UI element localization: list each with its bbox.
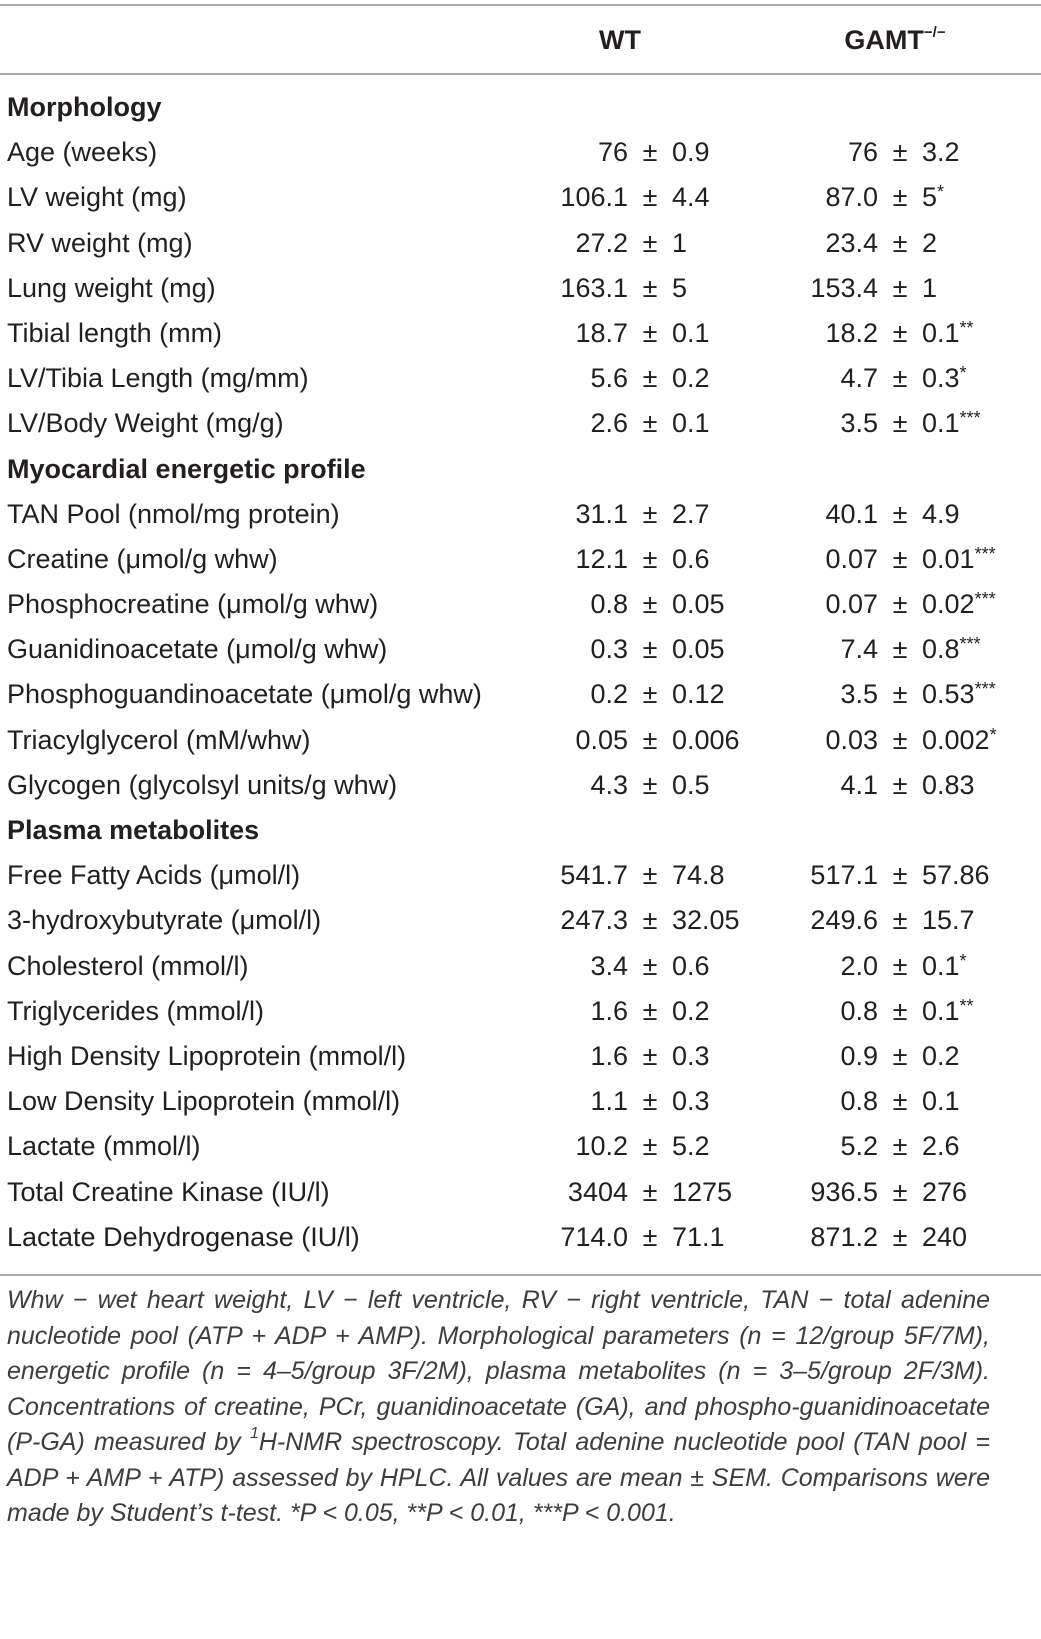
significance-stars: ** — [959, 317, 974, 338]
sem-value: 0.1 — [922, 950, 960, 981]
sem-value: 1 — [922, 272, 938, 303]
plus-minus-symbol: ± — [892, 1131, 908, 1162]
sem-value: 0.002 — [922, 724, 990, 755]
sem-value: 0.9 — [672, 137, 710, 168]
mean-value: 0.9 — [840, 1040, 878, 1071]
wt-value-cell — [540, 1079, 730, 1124]
sem-value: 0.6 — [672, 950, 710, 981]
row-label: Phosphocreatine (μmol/g whw) — [7, 589, 379, 620]
mean-value: 0.05 — [575, 724, 628, 755]
plus-minus-symbol: ± — [892, 543, 908, 574]
mean-value: 40.1 — [825, 498, 878, 529]
mean-value: 0.03 — [825, 724, 878, 755]
mean-value: 3.4 — [590, 950, 628, 981]
table-row — [0, 1170, 1041, 1215]
row-label: Free Fatty Acids (μmol/l) — [7, 860, 301, 891]
table-row — [0, 1079, 1041, 1124]
gamt-value-cell — [790, 492, 1010, 537]
table-footnote — [7, 1283, 990, 1532]
mean-value: 7.4 — [840, 634, 878, 665]
significance-stars: *** — [974, 679, 996, 700]
gamt-value-cell — [790, 175, 1010, 220]
mean-value: 541.7 — [560, 860, 628, 891]
gamt-value-cell — [790, 1079, 1010, 1124]
row-label: Triglycerides (mmol/l) — [7, 995, 265, 1026]
sem-value: 0.12 — [672, 679, 725, 710]
table-row — [0, 672, 1041, 717]
significance-stars: * — [959, 950, 967, 971]
plus-minus-symbol: ± — [892, 995, 908, 1026]
table-row — [0, 492, 1041, 537]
column-header-gamt — [820, 18, 970, 62]
mean-value: 18.2 — [825, 317, 878, 348]
sem-value: 240 — [922, 1221, 968, 1252]
sem-value: 0.2 — [672, 363, 710, 394]
sem-value: 2 — [922, 227, 938, 258]
plus-minus-symbol: ± — [642, 1086, 658, 1117]
footnote-superscript: 1 — [249, 1425, 259, 1442]
section-header-row — [0, 808, 1041, 853]
wt-value-cell — [540, 853, 730, 898]
sem-value: 0.02 — [922, 589, 975, 620]
mean-value: 23.4 — [825, 227, 878, 258]
gamt-value-cell — [790, 853, 1010, 898]
sem-value: 5 — [922, 182, 938, 213]
wt-value-cell — [540, 221, 730, 266]
mean-value: 2.0 — [840, 950, 878, 981]
mean-value: 3.5 — [840, 408, 878, 439]
mean-value: 871.2 — [810, 1221, 878, 1252]
row-label: TAN Pool (nmol/mg protein) — [7, 498, 340, 529]
sem-value: 0.83 — [922, 769, 975, 800]
wt-value-cell — [540, 130, 730, 175]
wt-value-cell — [540, 492, 730, 537]
table-row — [0, 898, 1041, 943]
sem-value: 0.05 — [672, 589, 725, 620]
gamt-value-cell — [790, 989, 1010, 1034]
sem-value: 0.53 — [922, 679, 975, 710]
table-row — [0, 1124, 1041, 1169]
plus-minus-symbol: ± — [892, 408, 908, 439]
mean-value: 76 — [597, 137, 628, 168]
sem-value: 0.3 — [672, 1086, 710, 1117]
plus-minus-symbol: ± — [892, 905, 908, 936]
row-label: Phosphoguandinoacetate (μmol/g whw) — [7, 679, 482, 710]
gamt-value-cell — [790, 582, 1010, 627]
mean-value: 153.4 — [810, 272, 878, 303]
mean-value: 18.7 — [575, 317, 628, 348]
gamt-value-cell — [790, 944, 1010, 989]
mean-value: 517.1 — [810, 860, 878, 891]
mean-value: 31.1 — [575, 498, 628, 529]
sem-value: 0.2 — [672, 995, 710, 1026]
plus-minus-symbol: ± — [642, 950, 658, 981]
sem-value: 0.1 — [922, 317, 960, 348]
plus-minus-symbol: ± — [892, 182, 908, 213]
mean-value: 3.5 — [840, 679, 878, 710]
mean-value: 106.1 — [560, 182, 628, 213]
column-header-wt: WT — [599, 25, 641, 55]
sem-value: 5 — [672, 272, 688, 303]
wt-value-cell — [540, 1170, 733, 1215]
mean-value: 10.2 — [575, 1131, 628, 1162]
sem-value: 0.1 — [922, 995, 960, 1026]
mean-value: 714.0 — [560, 1221, 628, 1252]
table-body — [0, 85, 1041, 1260]
wt-value-cell — [540, 266, 730, 311]
mean-value: 0.07 — [825, 543, 878, 574]
wt-value-cell — [540, 718, 740, 763]
significance-stars: *** — [959, 408, 981, 429]
sem-value: 15.7 — [922, 905, 975, 936]
row-label: Creatine (μmol/g whw) — [7, 543, 278, 574]
plus-minus-symbol: ± — [892, 272, 908, 303]
table-row — [0, 718, 1041, 763]
table-row — [0, 853, 1041, 898]
row-label: Cholesterol (mmol/l) — [7, 950, 249, 981]
gamt-value-cell — [790, 311, 1010, 356]
gamt-value-cell — [790, 718, 1010, 763]
sem-value: 276 — [922, 1176, 968, 1207]
plus-minus-symbol: ± — [892, 860, 908, 891]
wt-value-cell — [540, 672, 730, 717]
mean-value: 0.3 — [590, 634, 628, 665]
mean-value: 1.1 — [590, 1086, 628, 1117]
plus-minus-symbol: ± — [642, 860, 658, 891]
gamt-value-cell — [790, 672, 1010, 717]
plus-minus-symbol: ± — [642, 272, 658, 303]
significance-stars: * — [959, 363, 967, 384]
row-label: RV weight (mg) — [7, 227, 193, 258]
plus-minus-symbol: ± — [642, 679, 658, 710]
plus-minus-symbol: ± — [642, 543, 658, 574]
row-label: LV weight (mg) — [7, 182, 187, 213]
table-row — [0, 989, 1041, 1034]
mean-value: 4.7 — [840, 363, 878, 394]
mean-value: 249.6 — [810, 905, 878, 936]
plus-minus-symbol: ± — [642, 1176, 658, 1207]
plus-minus-symbol: ± — [892, 1176, 908, 1207]
sem-value: 0.3 — [672, 1040, 710, 1071]
significance-stars: *** — [959, 634, 981, 655]
table-top-rule — [0, 4, 1041, 6]
mean-value: 76 — [847, 137, 878, 168]
sem-value: 0.1 — [922, 1086, 960, 1117]
plus-minus-symbol: ± — [892, 1086, 908, 1117]
plus-minus-symbol: ± — [642, 905, 658, 936]
sem-value: 3.2 — [922, 137, 960, 168]
significance-stars: ** — [959, 995, 974, 1016]
mean-value: 27.2 — [575, 227, 628, 258]
mean-value: 0.2 — [590, 679, 628, 710]
plus-minus-symbol: ± — [892, 634, 908, 665]
sem-value: 0.006 — [672, 724, 740, 755]
row-label: Lung weight (mg) — [7, 272, 216, 303]
sem-value: 74.8 — [672, 860, 725, 891]
plus-minus-symbol: ± — [642, 363, 658, 394]
mean-value: 163.1 — [560, 272, 628, 303]
section-header-row — [0, 85, 1041, 130]
plus-minus-symbol: ± — [642, 1221, 658, 1252]
row-label: Lactate Dehydrogenase (IU/l) — [7, 1221, 360, 1252]
wt-value-cell — [540, 175, 730, 220]
sem-value: 32.05 — [672, 905, 740, 936]
plus-minus-symbol: ± — [892, 769, 908, 800]
table-row — [0, 311, 1041, 356]
row-label: Age (weeks) — [7, 137, 158, 168]
table-row — [0, 627, 1041, 672]
plus-minus-symbol: ± — [642, 498, 658, 529]
sem-value: 0.05 — [672, 634, 725, 665]
sem-value: 0.1 — [672, 317, 710, 348]
table-header-rule — [0, 73, 1041, 75]
sem-value: 1275 — [672, 1176, 733, 1207]
gamt-value-cell — [790, 401, 1010, 446]
table-row — [0, 537, 1041, 582]
section-title: Morphology — [7, 92, 162, 122]
row-label: LV/Tibia Length (mg/mm) — [7, 363, 309, 394]
plus-minus-symbol: ± — [642, 995, 658, 1026]
wt-value-cell — [540, 944, 730, 989]
plus-minus-symbol: ± — [892, 137, 908, 168]
mean-value: 87.0 — [825, 182, 878, 213]
gamt-value-cell — [790, 898, 1010, 943]
row-label: Glycogen (glycolsyl units/g whw) — [7, 769, 398, 800]
mean-value: 4.1 — [840, 769, 878, 800]
table-row — [0, 175, 1041, 220]
table-bottom-rule — [0, 1274, 1041, 1276]
mean-value: 5.2 — [840, 1131, 878, 1162]
plus-minus-symbol: ± — [892, 317, 908, 348]
plus-minus-symbol: ± — [892, 724, 908, 755]
section-title: Myocardial energetic profile — [7, 453, 366, 484]
section-title: Plasma metabolites — [7, 815, 260, 845]
plus-minus-symbol: ± — [642, 724, 658, 755]
plus-minus-symbol: ± — [892, 1221, 908, 1252]
plus-minus-symbol: ± — [642, 317, 658, 348]
wt-value-cell — [540, 1034, 730, 1079]
mean-value: 2.6 — [590, 408, 628, 439]
table-row — [0, 401, 1041, 446]
sem-value: 1 — [672, 227, 688, 258]
sem-value: 2.6 — [922, 1131, 960, 1162]
mean-value: 0.07 — [825, 589, 878, 620]
gamt-value-cell — [790, 1034, 1010, 1079]
sem-value: 0.5 — [672, 769, 710, 800]
gamt-value-cell — [790, 627, 1010, 672]
table-row — [0, 1215, 1041, 1260]
gamt-header-text: GAMT — [844, 25, 924, 55]
plus-minus-symbol: ± — [892, 498, 908, 529]
plus-minus-symbol: ± — [642, 137, 658, 168]
row-label: Lactate (mmol/l) — [7, 1131, 201, 1162]
sem-value: 0.8 — [922, 634, 960, 665]
plus-minus-symbol: ± — [892, 1040, 908, 1071]
plus-minus-symbol: ± — [642, 1040, 658, 1071]
table-row — [0, 221, 1041, 266]
mean-value: 5.6 — [590, 363, 628, 394]
plus-minus-symbol: ± — [892, 950, 908, 981]
wt-value-cell — [540, 401, 730, 446]
gamt-value-cell — [790, 356, 1010, 401]
mean-value: 4.3 — [590, 769, 628, 800]
sem-value: 0.1 — [672, 408, 710, 439]
table-row — [0, 944, 1041, 989]
table-row — [0, 356, 1041, 401]
plus-minus-symbol: ± — [642, 182, 658, 213]
sem-value: 0.01 — [922, 543, 975, 574]
row-label: LV/Body Weight (mg/g) — [7, 408, 284, 439]
table-row — [0, 266, 1041, 311]
row-label: Triacylglycerol (mM/whw) — [7, 724, 311, 755]
wt-value-cell — [540, 356, 730, 401]
mean-value: 936.5 — [810, 1176, 878, 1207]
table-row — [0, 763, 1041, 808]
gamt-value-cell — [790, 266, 1010, 311]
wt-value-cell — [540, 311, 730, 356]
plus-minus-symbol: ± — [642, 589, 658, 620]
plus-minus-symbol: ± — [642, 634, 658, 665]
wt-value-cell — [540, 537, 730, 582]
wt-value-cell — [540, 1215, 730, 1260]
gamt-value-cell — [790, 1215, 1010, 1260]
plus-minus-symbol: ± — [642, 408, 658, 439]
plus-minus-symbol: ± — [892, 679, 908, 710]
mean-value: 1.6 — [590, 1040, 628, 1071]
mean-value: 3404 — [567, 1176, 628, 1207]
wt-value-cell — [540, 898, 740, 943]
wt-value-cell — [540, 627, 730, 672]
mean-value: 247.3 — [560, 905, 628, 936]
mean-value: 1.6 — [590, 995, 628, 1026]
row-label: Low Density Lipoprotein (mmol/l) — [7, 1086, 401, 1117]
plus-minus-symbol: ± — [642, 769, 658, 800]
significance-stars: * — [937, 182, 945, 203]
sem-value: 5.2 — [672, 1131, 710, 1162]
gamt-value-cell — [790, 537, 1010, 582]
significance-stars: *** — [974, 543, 996, 564]
section-header-row — [0, 447, 1041, 492]
mean-value: 0.8 — [840, 995, 878, 1026]
gamt-value-cell — [790, 130, 1010, 175]
sem-value: 0.2 — [922, 1040, 960, 1071]
sem-value: 4.4 — [672, 182, 710, 213]
plus-minus-symbol: ± — [892, 589, 908, 620]
sem-value: 4.9 — [922, 498, 960, 529]
row-label: Total Creatine Kinase (IU/l) — [7, 1176, 330, 1207]
row-label: High Density Lipoprotein (mmol/l) — [7, 1040, 407, 1071]
row-label: Tibial length (mm) — [7, 317, 223, 348]
sem-value: 57.86 — [922, 860, 990, 891]
plus-minus-symbol: ± — [642, 1131, 658, 1162]
table-row — [0, 130, 1041, 175]
mean-value: 0.8 — [840, 1086, 878, 1117]
significance-stars: * — [989, 724, 997, 745]
wt-value-cell — [540, 1124, 730, 1169]
significance-stars: *** — [974, 589, 996, 610]
sem-value: 0.3 — [922, 363, 960, 394]
plus-minus-symbol: ± — [642, 227, 658, 258]
gamt-header-superscript: −/− — [923, 24, 946, 41]
wt-value-cell — [540, 989, 730, 1034]
gamt-value-cell — [790, 1170, 1010, 1215]
gamt-value-cell — [790, 1124, 1010, 1169]
sem-value: 0.6 — [672, 543, 710, 574]
wt-value-cell — [540, 763, 730, 808]
table-row — [0, 582, 1041, 627]
row-label: Guanidinoacetate (μmol/g whw) — [7, 634, 388, 665]
table-row — [0, 1034, 1041, 1079]
mean-value: 12.1 — [575, 543, 628, 574]
plus-minus-symbol: ± — [892, 363, 908, 394]
mean-value: 0.8 — [590, 589, 628, 620]
row-label: 3-hydroxybutyrate (μmol/l) — [7, 905, 322, 936]
plus-minus-symbol: ± — [892, 227, 908, 258]
sem-value: 0.1 — [922, 408, 960, 439]
footnote-text-2: H-NMR spectroscopy. Total adenine nucleotide pool (TAN pool = ADP + AMP + ATP) assessed by HPLC. All values are mean ± SEM. Comparisons were made by Student’s t-test. *P < 0.05, **P < 0.01, ***P < 0.001. — [7, 1428, 990, 1527]
gamt-value-cell — [790, 221, 1010, 266]
sem-value: 71.1 — [672, 1221, 725, 1252]
sem-value: 2.7 — [672, 498, 710, 529]
gamt-value-cell — [790, 763, 1010, 808]
footnote-text-1: Whw − wet heart weight, LV − left ventricle, RV − right ventricle, TAN − total adenine nucleotide pool (ATP + ADP + AMP). Morphological parameters (n = 12/group 5F/7M), energetic profile (n = 4–5/group 3F/2M), plasma metabolites (n = 3–5/group 2F/3M). Concentrations of creatine, PCr, guanidinoacetate (GA), and phospho-guanidinoacetate (P-GA) measured by — [7, 1286, 990, 1456]
wt-value-cell — [540, 582, 730, 627]
